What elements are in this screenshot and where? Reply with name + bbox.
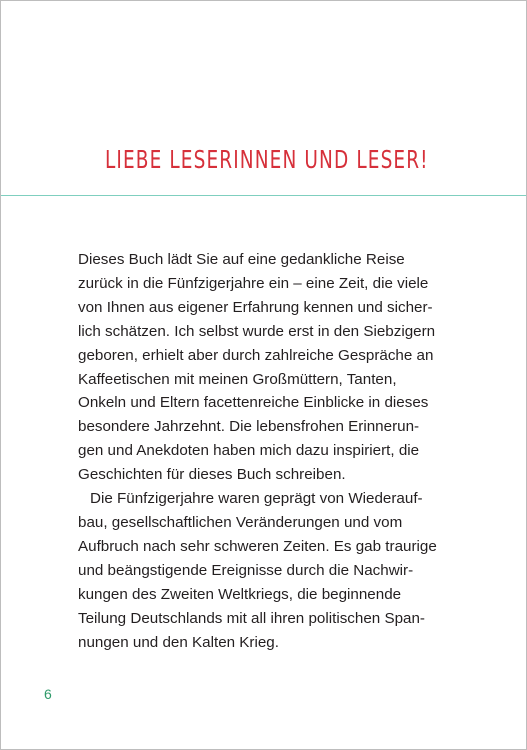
paragraph-1 — [78, 248, 468, 487]
body-text — [78, 248, 468, 654]
text-line: Die Fünfzigerjahre waren geprägt von Wiederauf- — [90, 490, 423, 508]
text-line: Geschichten für dieses Buch schreiben. — [78, 466, 346, 484]
text-line: Teilung Deutschlands mit all ihren politischen Span- — [78, 609, 425, 627]
text-line: Onkeln und Eltern facettenreiche Einblicke in dieses — [78, 394, 429, 412]
text-line: Aufbruch nach sehr schweren Zeiten. Es gab traurige — [78, 537, 437, 555]
text-line: und beängstigende Ereignisse durch die Nachwir- — [78, 561, 414, 579]
text-line: kungen des Zweiten Weltkriegs, die beginnende — [78, 585, 402, 603]
text-line: nungen und den Kalten Krieg. — [78, 633, 279, 651]
heading-rule — [1, 195, 526, 196]
text-line: lich schätzen. Ich selbst wurde erst in den Siebzigern — [78, 322, 436, 340]
text-line: von Ihnen aus eigener Erfahrung kennen und sicher- — [78, 298, 433, 316]
page-number: 6 — [44, 686, 52, 702]
paragraph-2 — [78, 487, 468, 654]
text-line: Kaffeetischen mit meinen Großmüttern, Tanten, — [78, 370, 397, 388]
text-line: besondere Jahrzehnt. Die lebensfrohen Erinnerun- — [78, 418, 420, 436]
chapter-heading: LIEBE LESERINNEN UND LESER! — [105, 145, 429, 174]
text-line: bau, gesellschaftlichen Veränderungen und vom — [78, 513, 403, 531]
text-line: Dieses Buch lädt Sie auf eine gedankliche Reise — [78, 251, 405, 268]
text-line: geboren, erhielt aber durch zahlreiche Gespräche an — [78, 346, 434, 364]
text-line: zurück in die Fünfzigerjahre ein – eine Zeit, die viele — [78, 274, 429, 292]
text-line: gen und Anekdoten haben mich dazu inspiriert, die — [78, 442, 420, 460]
